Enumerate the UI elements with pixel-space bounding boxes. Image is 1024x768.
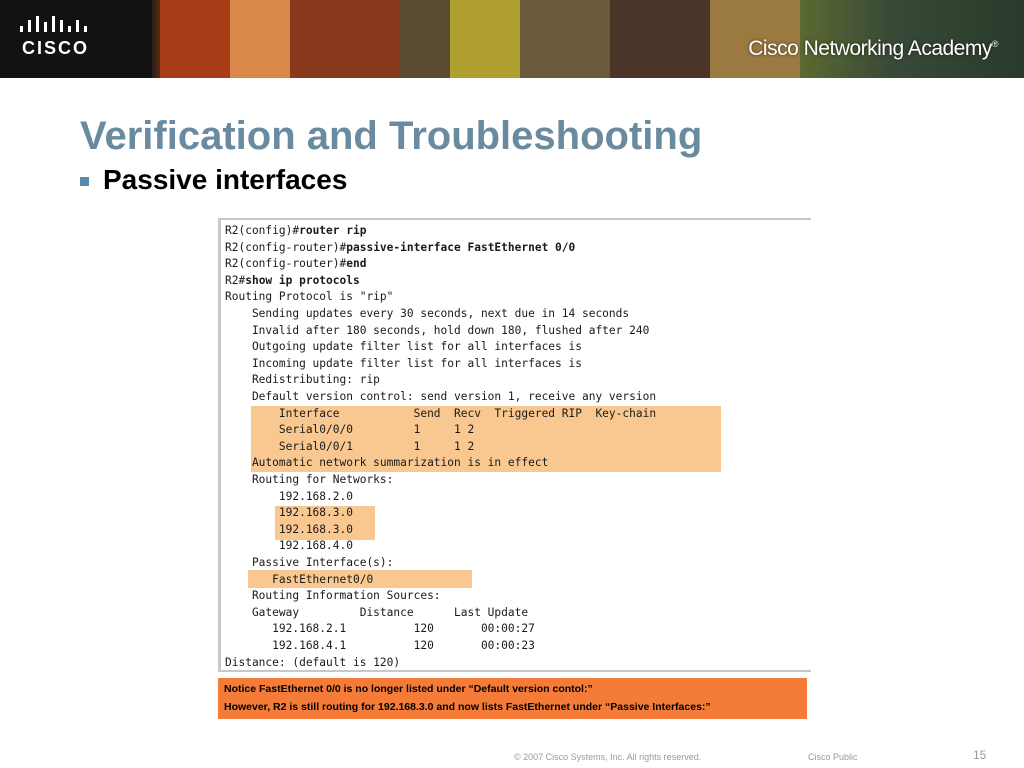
terminal-line [225, 256, 366, 272]
terminal-line [225, 240, 575, 256]
terminal-line: 192.168.4.1 120 00:00:23 [225, 639, 535, 652]
terminal-line: Interface Send Recv Triggered RIP Key-chain [225, 406, 657, 420]
bullet-square-icon [80, 177, 89, 186]
terminal-command: show ip protocols [245, 273, 360, 287]
terminal-line: Incoming update filter list for all interfaces is [225, 356, 582, 370]
header-banner [0, 0, 1024, 78]
banner-photo-2 [230, 0, 290, 78]
footer-classification: Cisco Public [808, 752, 858, 762]
banner-photo-4 [400, 0, 450, 78]
terminal-line: Serial0/0/1 1 1 2 [225, 439, 475, 453]
slide-title: Verification and Troubleshooting [80, 114, 703, 158]
page-number: 15 [973, 748, 987, 762]
terminal-line: Routing Protocol is "rip" [225, 290, 394, 304]
terminal-line: Serial0/0/0 1 1 2 [225, 423, 475, 437]
bullet-text: Passive interfaces [103, 164, 348, 195]
terminal-line [225, 223, 366, 239]
notice-line-1: Notice FastEthernet 0/0 is no longer listed under “Default version contol:” [224, 683, 593, 695]
terminal-line: 192.168.3.0 [225, 522, 353, 536]
terminal-line: Passive Interface(s): [225, 556, 394, 569]
terminal-line: 192.168.4.0 [225, 539, 353, 553]
terminal-line: Redistributing: rip [225, 373, 380, 387]
cisco-logo[interactable] [0, 0, 152, 78]
terminal-prompt: R2(config-router)# [225, 257, 347, 271]
terminal-prompt: R2# [225, 273, 246, 287]
notice-box [218, 678, 807, 719]
terminal-line: Outgoing update filter list for all interfaces is [225, 340, 582, 354]
terminal-command: passive-interface FastEthernet 0/0 [346, 240, 576, 254]
terminal-line: Invalid after 180 seconds, hold down 180, flushed after 240 [225, 323, 650, 337]
footer-copyright: © 2007 Cisco Systems, Inc. All rights reserved. [514, 752, 702, 762]
cisco-bridge-icon [20, 16, 90, 36]
terminal-command: end [346, 257, 367, 271]
terminal-prompt: R2(config-router)# [225, 240, 347, 254]
terminal-command: router rip [299, 224, 367, 237]
terminal-prompt: R2(config)# [225, 224, 300, 237]
bullet-item [80, 164, 347, 196]
logo-wordmark: CISCO [22, 38, 90, 58]
terminal-line: Default version control: send version 1, receive any version [225, 390, 657, 403]
terminal-line: Gateway Distance Last Update [225, 605, 529, 619]
terminal-line: Automatic network summarization is in effect [225, 456, 549, 470]
academy-brand-text: Cisco Networking Academy [748, 37, 992, 60]
terminal-output [218, 218, 811, 672]
terminal-line [225, 273, 360, 289]
banner-photo-3 [290, 0, 400, 78]
terminal-line: Routing for Networks: [225, 473, 394, 486]
registered-mark: ® [991, 39, 998, 49]
terminal-line: Sending updates every 30 seconds, next due in 14 seconds [225, 307, 630, 320]
terminal-line: 192.168.3.0 [225, 506, 353, 520]
banner-photo-1 [160, 0, 230, 78]
banner-photo-6 [520, 0, 610, 78]
terminal-line: FastEthernet0/0 [225, 572, 374, 586]
banner-photo-7 [610, 0, 710, 78]
terminal-line: 192.168.2.1 120 00:00:27 [225, 622, 535, 636]
terminal-line: Routing Information Sources: [225, 589, 441, 603]
banner-photo-5 [450, 0, 520, 78]
notice-line-2: However, R2 is still routing for 192.168.3.0 and now lists FastEthernet under “Passive Interfaces:” [224, 701, 711, 713]
terminal-line: Distance: (default is 120) [225, 655, 401, 669]
terminal-line: 192.168.2.0 [225, 489, 353, 503]
academy-brand [748, 37, 998, 61]
